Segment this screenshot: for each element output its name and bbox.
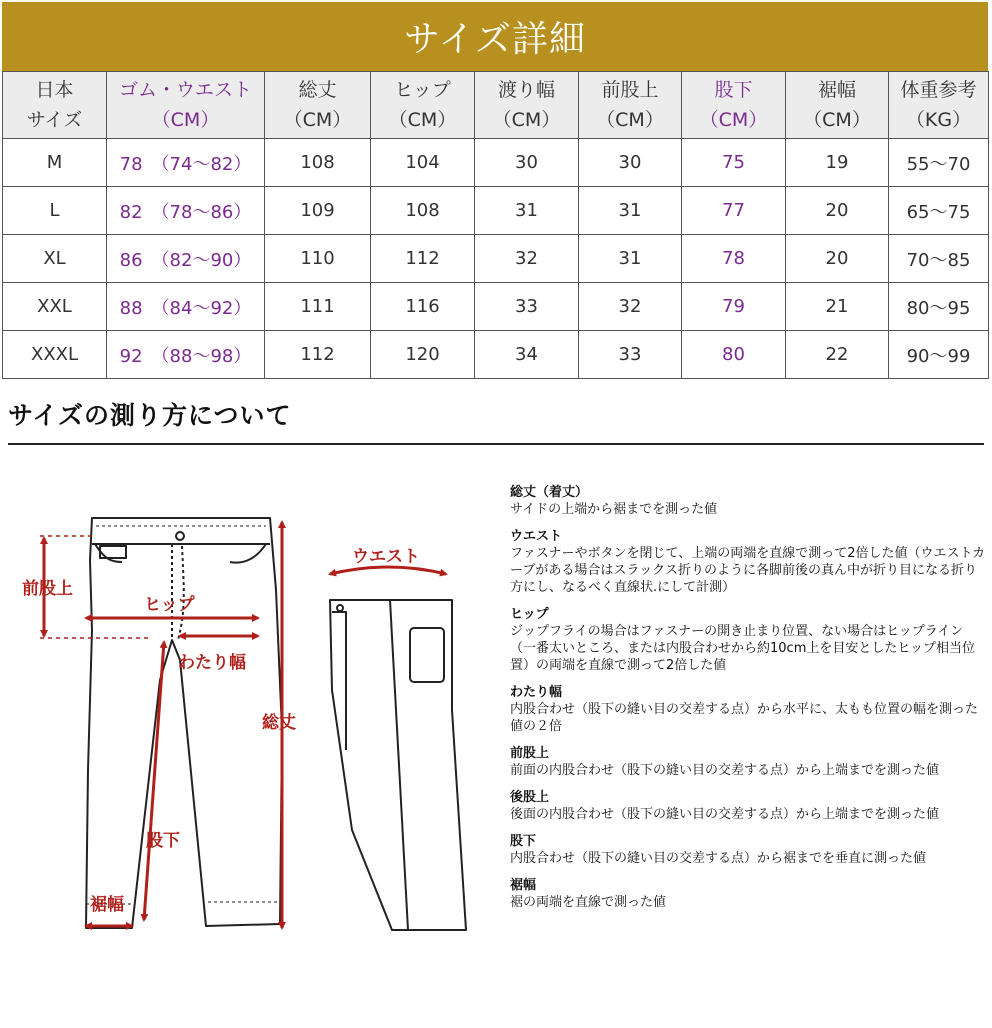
size-label-cell: XXXL bbox=[3, 331, 107, 379]
size-label-cell: XXL bbox=[3, 283, 107, 331]
measurement-guide-title: サイズの測り方について bbox=[8, 401, 292, 430]
definition-term: 前股上 bbox=[510, 746, 550, 761]
table-cell: 92 （88～98） bbox=[107, 331, 265, 379]
table-header-cell bbox=[682, 72, 786, 139]
table-cell: 33 bbox=[579, 331, 682, 379]
definition-term: 裾幅 bbox=[510, 878, 537, 893]
header-unit: （CM） bbox=[283, 109, 352, 131]
definition-description: 後面の内股合わせ（股下の縫い目の交差する点）から上端までを測った値 bbox=[510, 807, 940, 822]
table-cell: 20 bbox=[786, 187, 889, 235]
table-header-cell bbox=[265, 72, 371, 139]
table-cell: 19 bbox=[786, 139, 889, 187]
table-cell: 65～75 bbox=[889, 187, 989, 235]
size-table bbox=[2, 71, 989, 379]
definition-term: 後股上 bbox=[510, 790, 550, 805]
header-label: 総丈 bbox=[298, 79, 337, 101]
header-label: ヒップ bbox=[394, 79, 451, 101]
header-unit: （CM） bbox=[388, 109, 457, 131]
table-header-cell bbox=[889, 72, 989, 139]
table-cell: 80～95 bbox=[889, 283, 989, 331]
definition-term: わたり幅 bbox=[510, 685, 563, 700]
table-cell: 88 （84～92） bbox=[107, 283, 265, 331]
definition-item bbox=[510, 789, 988, 823]
table-cell: 120 bbox=[371, 331, 475, 379]
table-cell: 70～85 bbox=[889, 235, 989, 283]
definition-description: 内股合わせ（股下の縫い目の交差する点）から裾までを垂直に測った値 bbox=[510, 851, 927, 866]
header-label: 渡り幅 bbox=[497, 79, 555, 101]
pants-diagram-svg bbox=[0, 450, 500, 1024]
table-header-row bbox=[3, 72, 989, 139]
definition-description: 前面の内股合わせ（股下の縫い目の交差する点）から上端までを測った値 bbox=[510, 763, 940, 778]
definition-item bbox=[510, 684, 988, 735]
table-row bbox=[3, 187, 989, 235]
table-title-banner bbox=[2, 2, 988, 71]
label-waist: ウエスト bbox=[352, 547, 420, 567]
table-cell: 78 bbox=[682, 235, 786, 283]
definition-item bbox=[510, 484, 988, 518]
header-label: 前股上 bbox=[601, 79, 659, 101]
table-cell: 79 bbox=[682, 283, 786, 331]
table-cell: 55～70 bbox=[889, 139, 989, 187]
definition-item bbox=[510, 745, 988, 779]
label-thigh: わたり幅 bbox=[178, 653, 246, 673]
table-cell: 30 bbox=[579, 139, 682, 187]
table-cell: 109 bbox=[265, 187, 371, 235]
table-cell: 116 bbox=[371, 283, 475, 331]
label-inseam: 股下 bbox=[146, 831, 180, 851]
table-cell: 80 bbox=[682, 331, 786, 379]
table-cell: 104 bbox=[371, 139, 475, 187]
header-label: 日本 bbox=[35, 79, 74, 101]
table-row bbox=[3, 283, 989, 331]
definition-description: ファスナーやボタンを閉じて、上端の両端を直線で測って2倍した値（ウエストカーブがある場合はスラックス折りのように各脚前後の真ん中が折り目になる折り方にし、なるべく直線状.にして計測） bbox=[510, 546, 986, 595]
table-header-cell bbox=[3, 72, 107, 139]
label-total-length: 総丈 bbox=[262, 713, 296, 733]
definition-term: 総丈（着丈） bbox=[510, 485, 589, 500]
header-unit: （CM） bbox=[803, 109, 871, 131]
size-label-cell: L bbox=[3, 187, 107, 235]
table-cell: 90～99 bbox=[889, 331, 989, 379]
table-cell: 77 bbox=[682, 187, 786, 235]
table-cell: 20 bbox=[786, 235, 889, 283]
header-unit: （KG） bbox=[905, 109, 972, 131]
label-front-rise: 前股上 bbox=[22, 579, 73, 599]
table-cell: 108 bbox=[371, 187, 475, 235]
table-header-cell bbox=[579, 72, 682, 139]
definition-description: 内股合わせ（股下の縫い目の交差する点）から水平に、太もも位置の幅を測った値の２倍 bbox=[510, 702, 979, 734]
definition-term: ウエスト bbox=[510, 529, 563, 544]
table-cell: 22 bbox=[786, 331, 889, 379]
table-cell: 78 （74～82） bbox=[107, 139, 265, 187]
pants-diagram bbox=[0, 450, 500, 1024]
table-cell: 31 bbox=[579, 235, 682, 283]
header-unit: （CM） bbox=[699, 109, 768, 131]
table-cell: 32 bbox=[475, 235, 579, 283]
definition-description: サイドの上端から裾までを測った値 bbox=[510, 502, 718, 517]
table-cell: 86 （82～90） bbox=[107, 235, 265, 283]
measurement-definitions bbox=[510, 484, 988, 921]
header-label: 股下 bbox=[714, 79, 753, 101]
header-unit: （CM） bbox=[596, 109, 664, 131]
definition-term: ヒップ bbox=[510, 607, 549, 622]
table-cell: 111 bbox=[265, 283, 371, 331]
label-hem: 裾幅 bbox=[90, 895, 124, 915]
table-body bbox=[3, 139, 989, 379]
header-unit: サイズ bbox=[26, 109, 83, 131]
table-cell: 32 bbox=[579, 283, 682, 331]
table-cell: 34 bbox=[475, 331, 579, 379]
header-label: 体重参考 bbox=[900, 79, 977, 101]
size-label-cell: XL bbox=[3, 235, 107, 283]
section-divider bbox=[8, 443, 984, 445]
table-row bbox=[3, 139, 989, 187]
definition-item bbox=[510, 833, 988, 867]
table-cell: 21 bbox=[786, 283, 889, 331]
table-header-cell bbox=[107, 72, 265, 139]
table-cell: 30 bbox=[475, 139, 579, 187]
table-cell: 110 bbox=[265, 235, 371, 283]
header-label: 裾幅 bbox=[817, 79, 856, 101]
table-row bbox=[3, 235, 989, 283]
size-label-cell: M bbox=[3, 139, 107, 187]
definition-item bbox=[510, 528, 988, 596]
side-pants-illustration bbox=[330, 600, 466, 930]
header-label: ゴム・ウエスト bbox=[118, 79, 252, 101]
front-pants-illustration bbox=[86, 518, 282, 928]
header-unit: （CM） bbox=[492, 109, 561, 131]
definition-item bbox=[510, 877, 988, 911]
label-hip: ヒップ bbox=[144, 595, 195, 615]
definition-description: ジップフライの場合はファスナーの開き止まり位置、ない場合はヒップライン（一番太いところ、または内股合わせから約10cm上を目安としたヒップ相当位置）の両端を直線で測って2倍した値 bbox=[510, 624, 975, 673]
table-cell: 31 bbox=[579, 187, 682, 235]
table-cell: 82 （78～86） bbox=[107, 187, 265, 235]
table-cell: 112 bbox=[265, 331, 371, 379]
header-unit: （CM） bbox=[151, 109, 220, 131]
table-header-cell bbox=[371, 72, 475, 139]
table-row bbox=[3, 331, 989, 379]
table-title: サイズ詳細 bbox=[403, 19, 587, 60]
table-header-cell bbox=[786, 72, 889, 139]
table-cell: 108 bbox=[265, 139, 371, 187]
table-cell: 112 bbox=[371, 235, 475, 283]
definition-term: 股下 bbox=[510, 834, 537, 849]
table-cell: 75 bbox=[682, 139, 786, 187]
table-cell: 33 bbox=[475, 283, 579, 331]
table-cell: 31 bbox=[475, 187, 579, 235]
waist-arrow bbox=[330, 567, 446, 574]
definition-item bbox=[510, 606, 988, 674]
table-header-cell bbox=[475, 72, 579, 139]
definition-description: 裾の両端を直線で測った値 bbox=[510, 895, 667, 910]
